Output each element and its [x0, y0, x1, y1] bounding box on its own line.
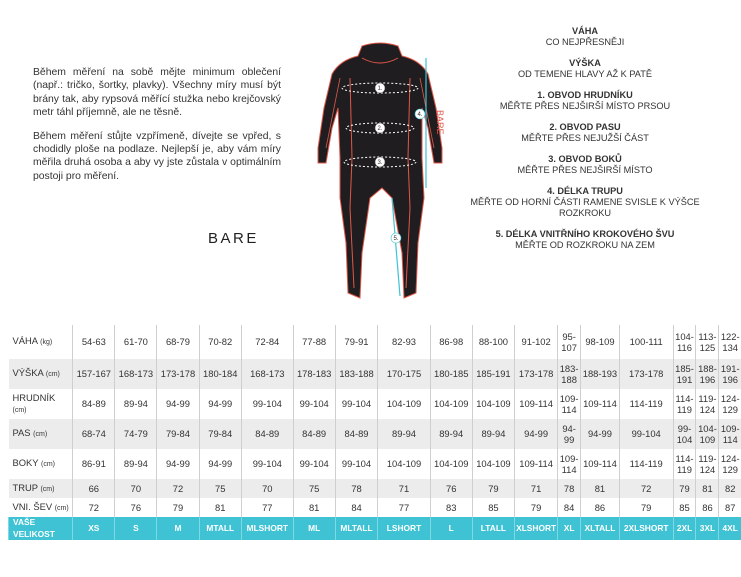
table-cell: 84-89 — [293, 419, 335, 449]
table-cell: 109-114 — [515, 389, 558, 419]
table-cell: 84-89 — [335, 419, 378, 449]
table-cell: 71 — [378, 479, 430, 498]
table-cell: 188-193 — [581, 359, 620, 389]
row-unit: (cm) — [45, 371, 60, 379]
table-cell: 119-124 — [696, 389, 719, 419]
table-cell: 124-129 — [719, 449, 741, 479]
table-cell: 70 — [241, 479, 293, 498]
table-cell: 91-102 — [515, 325, 558, 359]
table-cell: 68-74 — [73, 419, 115, 449]
table-cell: 185-191 — [673, 359, 696, 389]
instructions-paragraph-2: Během měření stůjte vzpřímeně, dívejte se vpřed, s chodidly ploše na podlaze. Nejlepší je, aby vám míry měřila druhá osoba a aby vy jste zůstala v optimálním postoji pro měření. — [33, 130, 281, 182]
size-cell: 4XL — [719, 517, 741, 540]
table-cell: 99-104 — [241, 389, 293, 419]
size-row — [9, 517, 741, 540]
row-label — [9, 449, 73, 479]
size-cell: XLTALL — [581, 517, 620, 540]
table-cell: 104-109 — [430, 449, 472, 479]
table-cell: 170-175 — [378, 359, 430, 389]
table-cell: 79 — [157, 498, 199, 517]
table-cell: 79-84 — [199, 419, 241, 449]
table-cell: 157-167 — [73, 359, 115, 389]
table-cell: 75 — [199, 479, 241, 498]
size-cell: MLSHORT — [241, 517, 293, 540]
size-cell: MLTALL — [335, 517, 378, 540]
table-cell: 89-94 — [115, 449, 157, 479]
table-cell: 79 — [515, 498, 558, 517]
instructions-paragraph-1: Během měření na sobě mějte minimum oblečení (např.: tričko, šortky, plavky). Všechny míry musí být brány tak, aby rypsová měřící stužka nebo krejčovský metr táhl příjemně, ale ne těsně. — [33, 67, 281, 119]
legend-item: 3. OBVOD BOKŮ MĚŘTE PŘES NEJŠIRŠÍ MÍSTO — [517, 154, 653, 175]
table-cell: 114-119 — [673, 389, 696, 419]
row-label — [9, 325, 73, 359]
table-cell: 95-107 — [558, 325, 581, 359]
table-cell: 77 — [241, 498, 293, 517]
legend-item: VÁHA CO NEJPŘESNĚJI — [545, 26, 625, 47]
table-cell: 99-104 — [673, 419, 696, 449]
table-cell: 104-109 — [430, 389, 472, 419]
size-cell: LTALL — [472, 517, 514, 540]
suit-logo: BARE — [435, 110, 445, 135]
table-cell: 109-114 — [719, 419, 741, 449]
marker-5: 5. — [393, 236, 399, 242]
marker-4: 4. — [417, 112, 423, 118]
wetsuit-body — [318, 43, 442, 298]
table-cell: 180-185 — [430, 359, 472, 389]
table-cell: 113-125 — [696, 325, 719, 359]
table-cell: 99-104 — [241, 449, 293, 479]
table-cell: 94-99 — [199, 449, 241, 479]
measurement-legend — [470, 26, 700, 261]
table-cell: 85 — [472, 498, 514, 517]
table-cell: 83 — [430, 498, 472, 517]
table-cell: 188-196 — [696, 359, 719, 389]
table-cell: 77-88 — [293, 325, 335, 359]
table-cell: 86 — [696, 498, 719, 517]
table-cell: 104-116 — [673, 325, 696, 359]
table-cell: 78 — [335, 479, 378, 498]
row-label-text: VÁHA — [12, 335, 38, 347]
table-cell: 81 — [581, 479, 620, 498]
table-cell: 79 — [619, 498, 673, 517]
table-cell: 98-109 — [581, 325, 620, 359]
table-row — [9, 449, 741, 479]
row-label — [9, 389, 73, 419]
table-cell: 183-188 — [558, 359, 581, 389]
marker-2: 2. — [377, 126, 383, 132]
table-cell: 75 — [293, 479, 335, 498]
table-cell: 79-84 — [157, 419, 199, 449]
size-cell: XS — [73, 517, 115, 540]
table-cell: 94-99 — [515, 419, 558, 449]
table-cell: 87 — [719, 498, 741, 517]
size-cell: XL — [558, 517, 581, 540]
table-cell: 74-79 — [115, 419, 157, 449]
table-cell: 84 — [335, 498, 378, 517]
size-cell: L — [430, 517, 472, 540]
table-row — [9, 419, 741, 449]
table-cell: 168-173 — [241, 359, 293, 389]
table-cell: 70-82 — [199, 325, 241, 359]
table-cell: 99-104 — [293, 389, 335, 419]
table-cell: 66 — [73, 479, 115, 498]
table-cell: 94-99 — [581, 419, 620, 449]
table-cell: 109-114 — [558, 449, 581, 479]
brand-logo: BARE — [208, 230, 259, 247]
table-cell: 72 — [619, 479, 673, 498]
table-cell: 109-114 — [515, 449, 558, 479]
table-cell: 173-178 — [515, 359, 558, 389]
table-cell: 94-99 — [157, 449, 199, 479]
table-cell: 99-104 — [619, 419, 673, 449]
size-cell: XLSHORT — [515, 517, 558, 540]
table-cell: 94-99 — [157, 389, 199, 419]
table-cell: 183-188 — [335, 359, 378, 389]
table-cell: 124-129 — [719, 389, 741, 419]
legend-item: 1. OBVOD HRUDNÍKU MĚŘTE PŘES NEJŠIRŠÍ MÍSTO PRSOU — [499, 90, 671, 111]
table-cell: 84-89 — [241, 419, 293, 449]
row-label-text: BOKY — [12, 457, 39, 469]
table-cell: 94-99 — [199, 389, 241, 419]
row-unit: (kg) — [40, 339, 53, 347]
table-row — [9, 389, 741, 419]
table-cell: 89-94 — [472, 419, 514, 449]
table-cell: 86-91 — [73, 449, 115, 479]
size-cell: 2XLSHORT — [619, 517, 673, 540]
legend-item: 5. DÉLKA VNITŘNÍHO KROKOVÉHO ŠVU MĚŘTE OD ROZKROKU NA ZEM — [495, 229, 675, 250]
table-cell: 168-173 — [115, 359, 157, 389]
size-row-label: VAŠE VELIKOST — [9, 517, 73, 540]
row-label-text: PAS — [12, 427, 31, 439]
table-cell: 99-104 — [293, 449, 335, 479]
table-cell: 81 — [696, 479, 719, 498]
table-cell: 85 — [673, 498, 696, 517]
size-cell: S — [115, 517, 157, 540]
table-cell: 173-178 — [619, 359, 673, 389]
table-cell: 72-84 — [241, 325, 293, 359]
row-label-text: VÝŠKA — [12, 367, 44, 379]
table-cell: 89-94 — [430, 419, 472, 449]
table-cell: 122-134 — [719, 325, 741, 359]
size-cell: ML — [293, 517, 335, 540]
row-unit: (cm) — [12, 407, 27, 414]
row-label — [9, 479, 73, 498]
size-cell: LSHORT — [378, 517, 430, 540]
table-cell: 79 — [673, 479, 696, 498]
table-cell: 78 — [558, 479, 581, 498]
table-cell: 88-100 — [472, 325, 514, 359]
table-cell: 86 — [581, 498, 620, 517]
table-cell: 72 — [73, 498, 115, 517]
table-cell: 114-119 — [673, 449, 696, 479]
table-cell: 54-63 — [73, 325, 115, 359]
table-cell: 185-191 — [472, 359, 514, 389]
row-label — [9, 419, 73, 449]
table-cell: 104-109 — [378, 449, 430, 479]
table-cell: 71 — [515, 479, 558, 498]
measurement-instructions — [33, 66, 281, 193]
marker-3: 3. — [377, 160, 383, 166]
table-cell: 104-109 — [696, 419, 719, 449]
table-cell: 79 — [472, 479, 514, 498]
table-cell: 109-114 — [581, 389, 620, 419]
size-cell: MTALL — [199, 517, 241, 540]
table-cell: 180-184 — [199, 359, 241, 389]
row-unit: (cm) — [40, 485, 55, 493]
table-cell: 89-94 — [378, 419, 430, 449]
size-cell: 2XL — [673, 517, 696, 540]
table-row — [9, 479, 741, 498]
table-cell: 114-119 — [619, 449, 673, 479]
table-cell: 191-196 — [719, 359, 741, 389]
table-cell: 79-91 — [335, 325, 378, 359]
table-cell: 84-89 — [73, 389, 115, 419]
table-cell: 82-93 — [378, 325, 430, 359]
size-cell: M — [157, 517, 199, 540]
row-unit: (cm) — [41, 461, 55, 469]
table-cell: 84 — [558, 498, 581, 517]
legend-item: 2. OBVOD PASU MĚŘTE PŘES NEJUŽŠÍ ČÁST — [521, 122, 649, 143]
table-cell: 119-124 — [696, 449, 719, 479]
table-cell: 61-70 — [115, 325, 157, 359]
wetsuit-figure — [300, 38, 460, 308]
size-chart-table — [8, 325, 741, 540]
row-label-text: TRUP — [12, 481, 38, 493]
table-cell: 114-119 — [619, 389, 673, 419]
table-cell: 68-79 — [157, 325, 199, 359]
table-cell: 81 — [199, 498, 241, 517]
row-label-text: VNI. ŠEV — [12, 500, 53, 512]
table-cell: 99-104 — [335, 389, 378, 419]
table-cell: 76 — [115, 498, 157, 517]
table-cell: 104-109 — [378, 389, 430, 419]
marker-1: 1. — [377, 86, 383, 92]
table-row — [9, 498, 741, 517]
table-cell: 99-104 — [335, 449, 378, 479]
size-cell: 3XL — [696, 517, 719, 540]
table-cell: 178-183 — [293, 359, 335, 389]
table-cell: 72 — [157, 479, 199, 498]
table-row — [9, 325, 741, 359]
row-label — [9, 498, 73, 517]
table-cell: 104-109 — [472, 449, 514, 479]
table-cell: 173-178 — [157, 359, 199, 389]
table-cell: 89-94 — [115, 389, 157, 419]
table-cell: 100-111 — [619, 325, 673, 359]
row-unit: (cm) — [54, 504, 69, 512]
table-cell: 104-109 — [472, 389, 514, 419]
table-cell: 94-99 — [558, 419, 581, 449]
legend-item: VÝŠKA OD TEMENE HLAVY AŽ K PATĚ — [518, 58, 652, 79]
table-cell: 70 — [115, 479, 157, 498]
table-cell: 81 — [293, 498, 335, 517]
row-label — [9, 359, 73, 389]
table-cell: 86-98 — [430, 325, 472, 359]
table-cell: 109-114 — [558, 389, 581, 419]
table-cell: 82 — [719, 479, 741, 498]
table-cell: 109-114 — [581, 449, 620, 479]
table-cell: 76 — [430, 479, 472, 498]
legend-item: 4. DÉLKA TRUPU MĚŘTE OD HORNÍ ČÁSTI RAMENE SVISLE K VÝŠCE ROZKROKU — [470, 186, 700, 218]
table-row — [9, 359, 741, 389]
row-unit: (cm) — [33, 431, 48, 439]
table-cell: 77 — [378, 498, 430, 517]
row-label-text: HRUDNÍK — [12, 391, 56, 403]
